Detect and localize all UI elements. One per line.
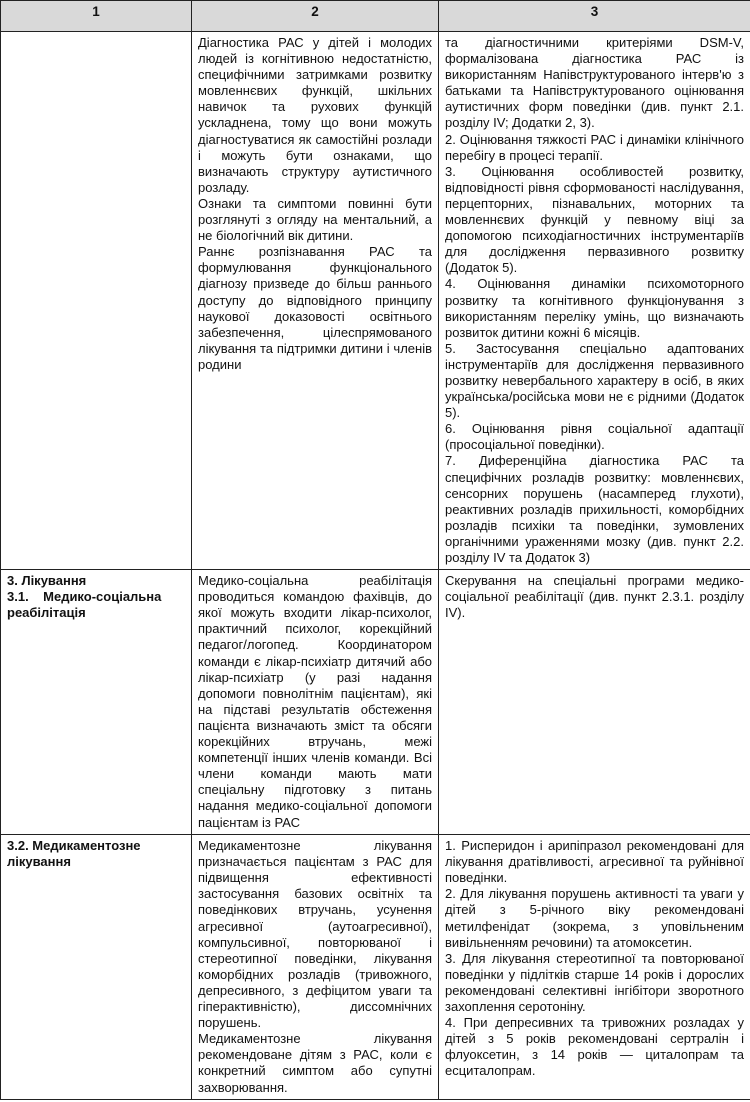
list-item: та діагностичними критеріями DSM-V, формалізована діагностика РАС із використанням Напівструктурованого інтерв'ю з батьками та Напівструктурованого оцінювання аутистичних форм поведінки (див. пункт 2.1. розділу IV; Додатки 2, 3). xyxy=(445,35,744,131)
list-item: 5. Застосування спеціально адаптованих інструментаріїв для дослідження первазивного розвитку невербального характеру в осіб, в яких українська/російська мови не є рідними (Додаток 5). xyxy=(445,340,744,421)
table-row xyxy=(1,835,750,1100)
list-item: 6. Оцінювання рівня соціальної адаптації (просоціальної поведінки). xyxy=(445,421,744,453)
row-1-rationale-cell xyxy=(192,32,439,570)
list-item: 1. Рисперидон і арипіпразол рекомендовані для лікування дратівливості, агресивної та руйнівної поведінки. xyxy=(445,838,744,886)
row-3-actions-cell xyxy=(439,835,750,1100)
table-row xyxy=(1,32,750,570)
row-3-rationale-cell xyxy=(192,835,439,1100)
table-row xyxy=(1,570,750,835)
list-item: 2. Оцінювання тяжкості РАС і динаміки клінічного перебігу в процесі терапії. xyxy=(445,131,744,163)
row-2-actions-cell xyxy=(439,570,750,835)
row-2-rationale-cell xyxy=(192,570,439,835)
list-item: 3. Для лікування стереотипної та повторюваної поведінки у підлітків старше 14 років і дорослих рекомендовані селективні інгібітори зворотного захоплення серотоніну. xyxy=(445,950,744,1015)
list-item: 2. Для лікування порушень активності та уваги у дітей з 5-річного віку рекомендовані метилфенідат (зокрема, з уповільненим вивільненням речовини) та атомоксетин. xyxy=(445,886,744,950)
subsection-title: 3.2. Медикаментозне лікування xyxy=(7,838,141,870)
paragraph: Ознаки та симптоми повинні бути розглянуті з огляду на ментальний, а не біологічний вік дитини. xyxy=(198,195,432,244)
paragraph: Медико-соціальна реабілітація проводиться командою фахівців, до якої можуть входити лікар-психолог, практичний психолог, корекційний педагог/логопед. Координатором команди є лікар-психіатр дитячий або лікар-психіатр (у разі надання допомоги повнолітнім пацієнтам), які на підставі результатів обстеження пацієнта визначають зміст та обсяги корекційних втручань, межі компетенції інших членів команди. Всі члени команди мають мати спеціальну підготовку з питань надання медико-соціальної допомоги пацієнтам із РАС xyxy=(198,573,432,830)
list-item: 3. Оцінювання особливостей розвитку, відповідності рівня сформованості наслідування, перцепторних, пізнавальних, моторних та мовленнєвих функцій у певному віці за допомогою психодіагностичних інструментаріїв для дослідження первазивного розвитку (Додаток 5). xyxy=(445,163,744,276)
row-3-stage-cell xyxy=(1,835,192,1100)
row-1-actions-cell xyxy=(439,32,750,570)
row-2-stage-cell xyxy=(1,570,192,835)
column-header-3: 3 xyxy=(439,1,750,32)
list-item: 4. При депресивних та тривожних розладах у дітей з 5 років рекомендовані сертралін і флуоксетин, з 14 років — циталопрам та есциталопрам. xyxy=(445,1015,744,1079)
list-item: 4. Оцінювання динаміки психомоторного розвитку та когнітивного функціонування з використанням переліку умінь, що визначають розвиток дитини кожні 6 місяців. xyxy=(445,276,744,340)
row-1-stage-cell xyxy=(1,32,192,570)
paragraph: Медикаментозне лікування рекомендоване дітям з РАС, коли є конкретний симптом або супутні захворювання. xyxy=(198,1031,432,1095)
header-row xyxy=(1,1,750,32)
paragraph: Медикаментозне лікування призначається пацієнтам з РАС для підвищення ефективності застосування базових освітніх та поведінкових втручань, усунення агресивної (аутоагресивної), компульсивної, повторюваної і стереотипної поведінки, лікування коморбідних розладів (тривожного, депресивного, з дефіцитом уваги та гіперактивністю), диссомнічних порушень. xyxy=(198,838,432,1031)
paragraph: Раннє розпізнавання РАС та формулювання функціонального діагнозу призведе до більш раннього доступу до відповідного принципу наукової доказовості освітнього забезпечення, цілеспрямованого лікування та підтримки дитини і членів родини xyxy=(198,244,432,372)
subsection-title: 3.1. Медико-соціальна реабілітація xyxy=(7,589,165,621)
paragraph: Діагностика РАС у дітей і молодих людей із когнітивною недостатністю, специфічними затримками розвитку мовленнєвих функцій, шкільних навичок та рухових функцій ускладнена, тому що вони можуть діагностуватися як самостійні розлади і можуть бути ознаками, що визначають структуру аутистичного розладу. xyxy=(198,35,432,195)
list-item: 7. Диференційна діагностика РАС та специфічних розладів розвитку: мовленнєвих, сенсорних порушень (насамперед глухоти), реактивних розладів прихильності, коморбідних розладів психіки та поведінки, зумовлених органічними ураженнями мозку (див. пункт 2.2. розділу IV та Додаток 3) xyxy=(445,453,744,565)
section-title: 3. Лікування xyxy=(7,573,87,589)
column-header-1: 1 xyxy=(1,1,192,32)
paragraph: Скерування на спеціальні програми медико-соціальної реабілітації (див. пункт 2.3.1. розділу IV). xyxy=(445,573,744,621)
column-header-2: 2 xyxy=(192,1,439,32)
